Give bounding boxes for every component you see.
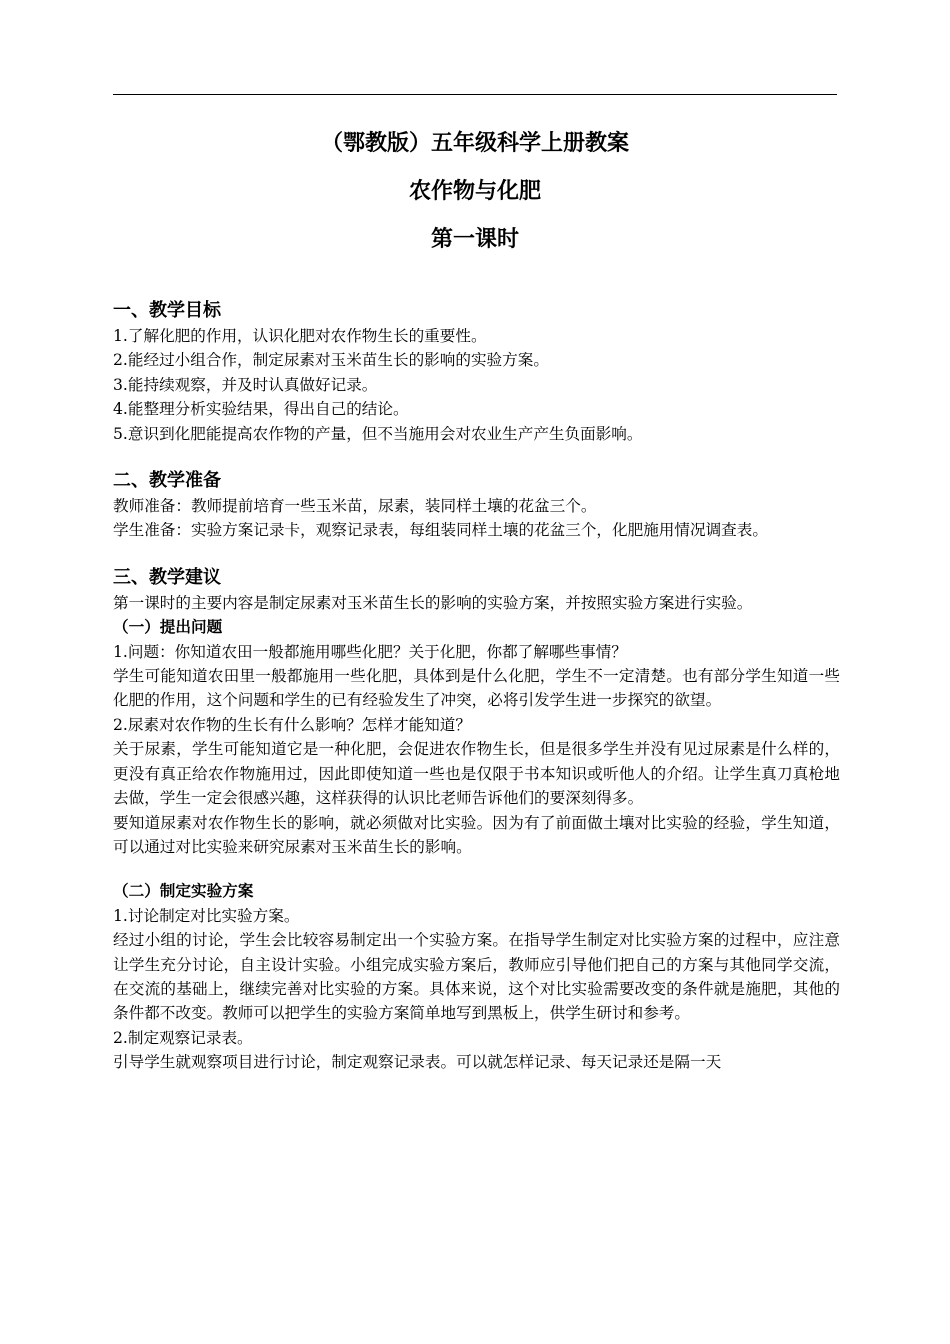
paragraph: 1.讨论制定对比实验方案。 xyxy=(113,906,300,925)
document-body xyxy=(113,298,840,1075)
paragraph: 经过小组的讨论，学生会比较容易制定出一个实验方案。在指导学生制定对比实验方案的过程中，应注意让学生充分讨论，自主设计实验。小组完成实验方案后，教师应引导他们把自己的方案与其他同学交流，在交流的基础上，继续完善对比实验的方案。具体来说，这个对比实验需要改变的条件就是施肥，其他的条件都不改变。教师可以把学生的实验方案简单地写到黑板上，供学生研讨和参考。 xyxy=(113,931,840,1023)
paragraph: 学生可能知道农田里一般都施用一些化肥，具体到是什么化肥，学生不一定清楚。也有部分学生知道一些化肥的作用，这个问题和学生的已有经验发生了冲突，必将引发学生进一步探究的欲望。 xyxy=(113,667,840,710)
section-heading-suggestions: 三、教学建议 xyxy=(113,566,221,588)
paragraph: 关于尿素，学生可能知道它是一种化肥，会促进农作物生长，但是很多学生并没有见过尿素是什么样的，更没有真正给农作物施用过，因此即使知道一些也是仅限于书本知识或听他人的介绍。让学生真刀真枪地去做，学生一定会很感兴趣，这样获得的认识比老师告诉他们的要深刻得多。 xyxy=(113,740,840,808)
section-heading-goals: 一、教学目标 xyxy=(113,300,221,321)
goal-item: 3.能持续观察，并及时认真做好记录。 xyxy=(113,375,378,394)
goal-item: 2.能经过小组合作，制定尿素对玉米苗生长的影响的实验方案。 xyxy=(113,351,549,370)
header-rule xyxy=(113,94,837,95)
goal-item: 5.意识到化肥能提高农作物的产量，但不当施用会对农业生产产生负面影响。 xyxy=(113,424,643,443)
lesson-title: 农作物与化肥 xyxy=(408,179,541,204)
subsection-heading-plan: （二）制定实验方案 xyxy=(113,882,254,901)
teacher-preparation: 教师准备：教师提前培育一些玉米苗，尿素，装同样土壤的花盆三个。 xyxy=(113,497,597,516)
paragraph: 要知道尿素对农作物生长的影响，就必须做对比实验。因为有了前面做土壤对比实验的经验，学生知道，可以通过对比实验来研究尿素对玉米苗生长的影响。 xyxy=(113,813,840,856)
document-title: （鄂教版）五年级科学上册教案 xyxy=(320,131,629,156)
goal-item: 1.了解化肥的作用，认识化肥对农作物生长的重要性。 xyxy=(113,327,487,345)
goal-item: 4.能整理分析实验结果，得出自己的结论。 xyxy=(113,400,409,419)
paragraph: 2.制定观察记录表。 xyxy=(113,1028,253,1047)
paragraph: 1.问题：你知道农田一般都施用哪些化肥？关于化肥，你都了解哪些事情？ xyxy=(113,642,627,661)
suggestions-intro: 第一课时的主要内容是制定尿素对玉米苗生长的影响的实验方案，并按照实验方案进行实验。 xyxy=(113,593,753,612)
title-block xyxy=(113,130,837,274)
paragraph: 2.尿素对农作物的生长有什么影响？怎样才能知道？ xyxy=(113,715,471,734)
section-heading-preparation: 二、教学准备 xyxy=(113,470,221,492)
session-title: 第一课时 xyxy=(430,227,519,252)
student-preparation: 学生准备：实验方案记录卡，观察记录表，每组装同样土壤的花盆三个，化肥施用情况调查表。 xyxy=(113,521,768,540)
subsection-heading-questions: （一）提出问题 xyxy=(113,618,223,637)
paragraph: 引导学生就观察项目进行讨论，制定观察记录表。可以就怎样记录、每天记录还是隔一天 xyxy=(113,1053,722,1072)
